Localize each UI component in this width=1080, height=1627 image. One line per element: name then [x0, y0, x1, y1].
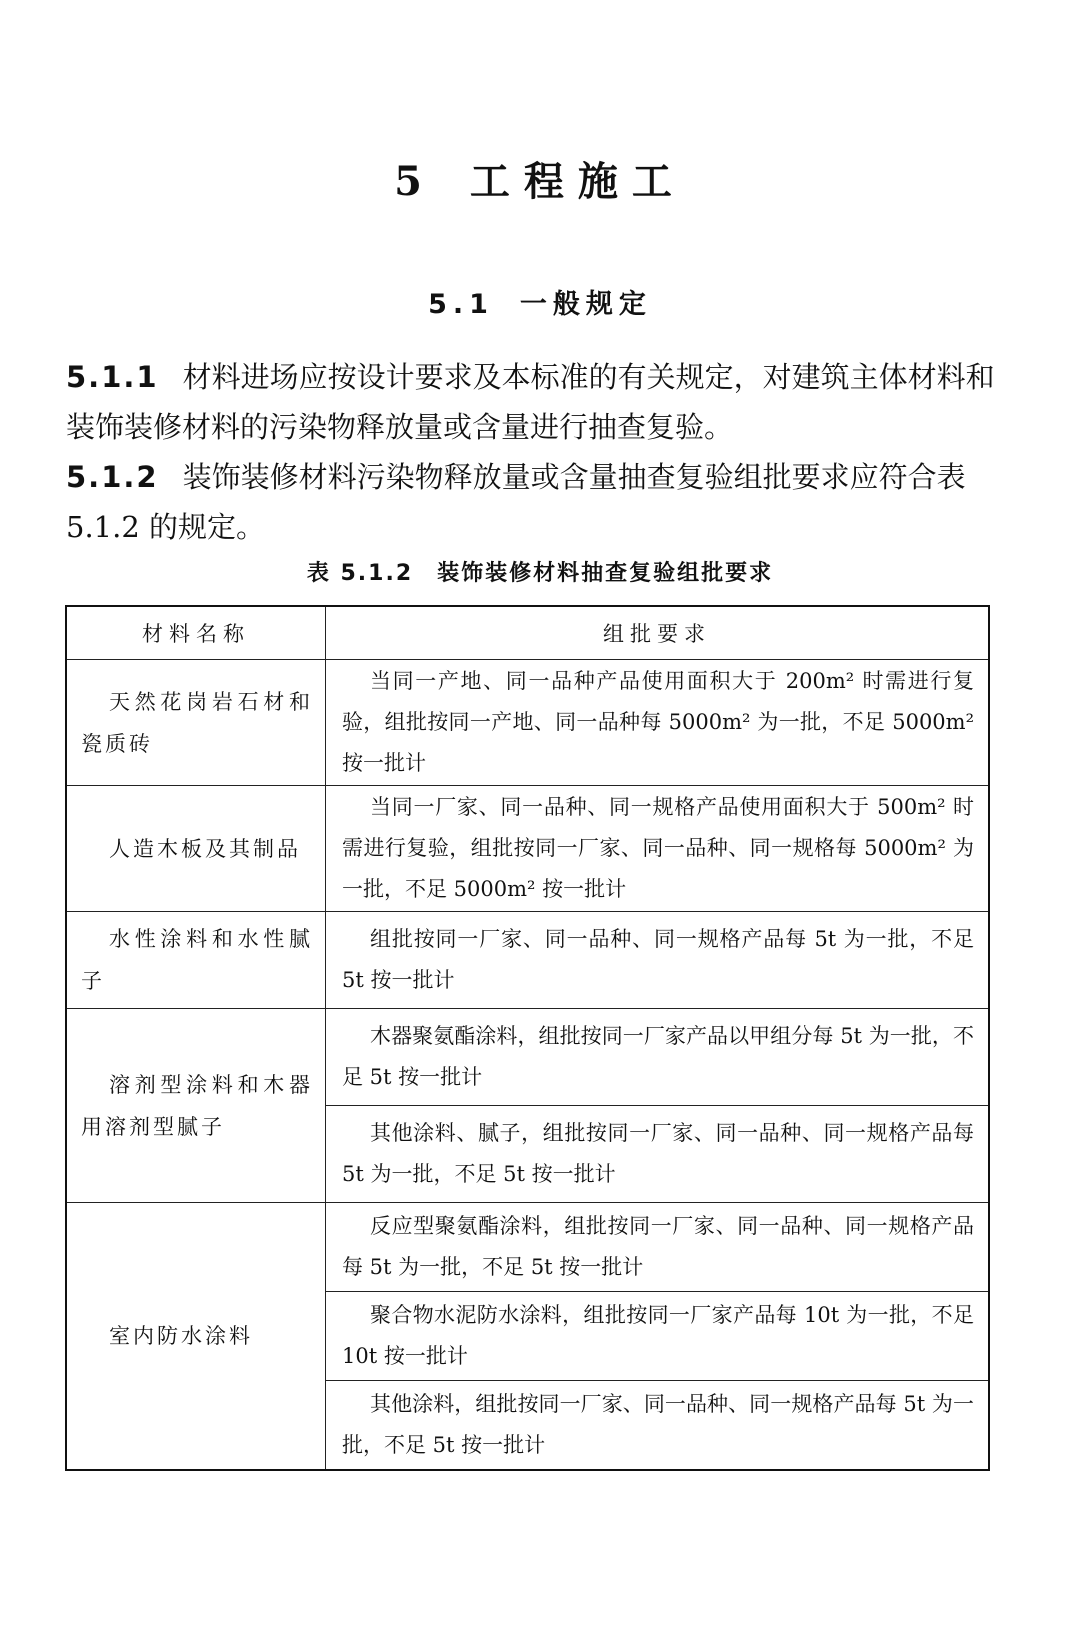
section-number: 5.1 — [428, 289, 494, 320]
chapter-title: 工程施工 — [469, 158, 686, 205]
requirement-cell: 聚合物水泥防水涂料，组批按同一厂家产品每 10t 为一批，不足 10t 按一批计 — [326, 1292, 990, 1381]
material-name-cell: 室内防水涂料 — [66, 1203, 326, 1471]
section-title: 一般规定 — [519, 289, 652, 320]
material-name-cell: 人造木板及其制品 — [66, 786, 326, 912]
table-row — [66, 786, 989, 912]
material-name-cell: 溶剂型涂料和木器用溶剂型腻子 — [66, 1009, 326, 1203]
chapter-number: 5 — [394, 158, 436, 205]
table-row — [66, 912, 989, 1009]
clause-number: 5.1.1 — [66, 360, 159, 394]
material-name-cell: 水性涂料和水性腻子 — [66, 912, 326, 1009]
clause-paragraph — [66, 452, 996, 552]
requirement-cell: 其他涂料、腻子，组批按同一厂家、同一品种、同一规格产品每 5t 为一批，不足 5t 按一批计 — [326, 1106, 990, 1203]
table-row — [66, 1009, 989, 1106]
material-name-cell: 天然花岗岩石材和瓷质砖 — [66, 660, 326, 786]
header-material-name: 材料名称 — [66, 606, 326, 660]
table-row — [66, 660, 989, 786]
table-caption — [0, 556, 1080, 587]
header-batch-requirements: 组批要求 — [326, 606, 990, 660]
batch-requirements-table — [65, 605, 990, 1471]
table-header-row — [66, 606, 989, 660]
requirement-cell: 木器聚氨酯涂料，组批按同一厂家产品以甲组分每 5t 为一批，不足 5t 按一批计 — [326, 1009, 990, 1106]
table-caption-title: 装饰装修材料抽查复验组批要求 — [437, 561, 774, 586]
table-row — [66, 1203, 989, 1292]
requirement-cell: 当同一产地、同一品种产品使用面积大于 200m² 时需进行复验，组批按同一产地、同一品种每 5000m² 为一批，不足 5000m² 按一批计 — [326, 660, 990, 786]
table-caption-number: 表 5.1.2 — [306, 561, 414, 586]
clause-text: 装饰装修材料污染物释放量或含量抽查复验组批要求应符合表 5.1.2 的规定。 — [66, 460, 966, 544]
section-heading — [0, 282, 1080, 321]
requirement-cell: 组批按同一厂家、同一品种、同一规格产品每 5t 为一批，不足 5t 按一批计 — [326, 912, 990, 1009]
clause-number: 5.1.2 — [66, 460, 159, 494]
chapter-heading — [0, 150, 1080, 207]
requirement-cell: 反应型聚氨酯涂料，组批按同一厂家、同一品种、同一规格产品每 5t 为一批，不足 5t 按一批计 — [326, 1203, 990, 1292]
requirement-cell: 当同一厂家、同一品种、同一规格产品使用面积大于 500m² 时需进行复验，组批按同一厂家、同一品种、同一规格每 5000m² 为一批，不足 5000m² 按一批计 — [326, 786, 990, 912]
clause-paragraph — [66, 352, 996, 452]
clause-text: 材料进场应按设计要求及本标准的有关规定，对建筑主体材料和装饰装修材料的污染物释放量或含量进行抽查复验。 — [66, 360, 995, 444]
requirement-cell: 其他涂料，组批按同一厂家、同一品种、同一规格产品每 5t 为一批，不足 5t 按一批计 — [326, 1381, 990, 1471]
